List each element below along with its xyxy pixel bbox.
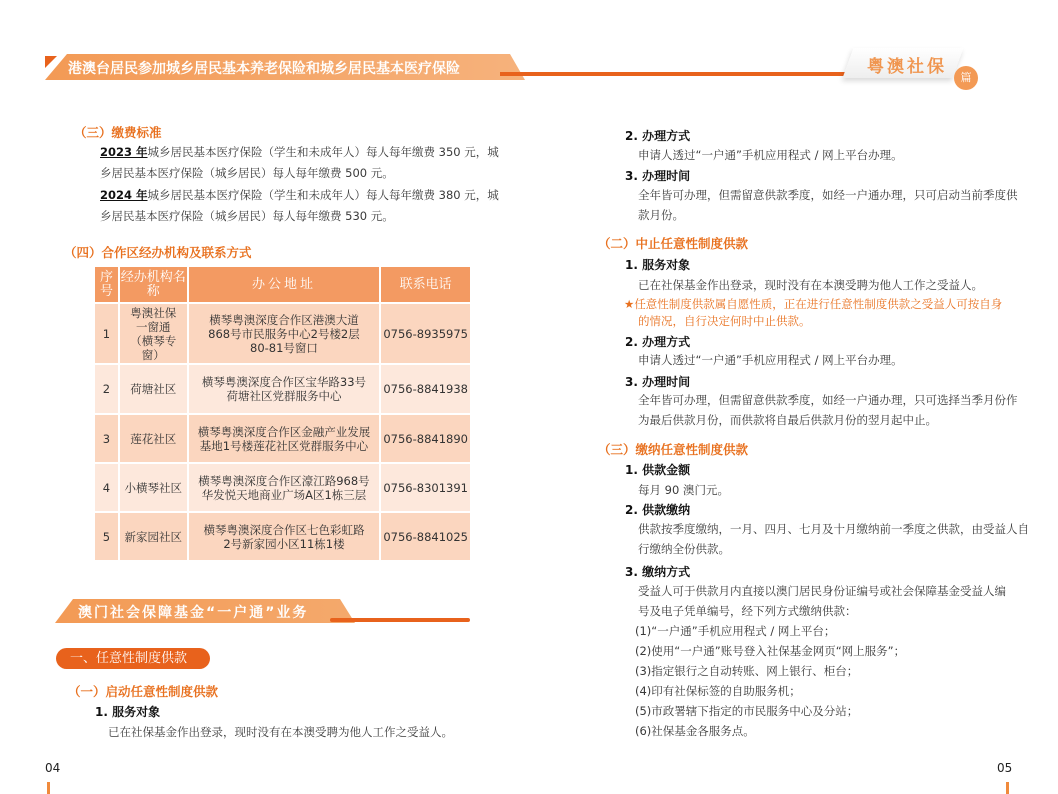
col-header: 经办机构名称: [119, 266, 188, 303]
r-text: 每月 90 澳门元。: [638, 483, 729, 497]
cell-phone: 0756-8935975: [380, 303, 471, 364]
r-item: 3. 办理时间: [625, 375, 691, 389]
cell-no: 1: [94, 303, 119, 364]
r-item: 2. 供款缴纳: [625, 503, 691, 517]
category-pill: 一、任意性制度供款: [56, 648, 210, 669]
method-item: (1)“一户通”手机应用程式 / 网上平台；: [635, 624, 836, 638]
r-text: 申请人透过“一户通”手机应用程式 / 网上平台办理。: [638, 148, 903, 162]
r-item: 2. 办理方式: [625, 129, 691, 143]
heading-fee-standard: （三）缴费标准: [74, 125, 162, 140]
col-header: 办公地址: [188, 266, 381, 303]
fee-2023-line2: 乡居民基本医疗保险（城乡居民）每人每年缴费 500 元。: [100, 166, 394, 180]
item-service-target-text: 已在社保基金作出登录，现时没有在本澳受聘为他人工作之受益人。: [108, 725, 453, 739]
header-title: 港澳台居民参加城乡居民基本养老保险和城乡居民基本医疗保险: [68, 61, 460, 77]
cell-no: 4: [94, 463, 119, 512]
note-line1: [624, 296, 1002, 312]
col-header: 联系电话: [380, 266, 471, 303]
cell-address: 横琴粤澳深度合作区濠江路968号华发悦天地商业广场A区1栋三层: [188, 463, 381, 512]
method-item: (2)使用“一户通”账号登入社保基金网页“网上服务”；: [635, 644, 906, 658]
cell-address: 横琴粤澳深度合作区金融产业发展基地1号楼莲花社区党群服务中心: [188, 414, 381, 463]
cell-name: 粤澳社保一窗通（横琴专窗）: [119, 303, 188, 364]
fee-text: 城乡居民基本医疗保险（学生和未成年人）每人每年缴费 380 元，城: [147, 188, 499, 202]
r-item: 3. 缴纳方式: [625, 565, 691, 579]
cell-no: 5: [94, 512, 119, 561]
table-row: [94, 512, 471, 561]
badge-title: 粤澳社保: [867, 57, 947, 77]
table-row: [94, 463, 471, 512]
cell-no: 3: [94, 414, 119, 463]
cell-phone: 0756-8841025: [380, 512, 471, 561]
method-item: (3)指定银行之自动转账、网上银行、柜台；: [635, 664, 859, 678]
r-text: 已在社保基金作出登录，现时没有在本澳受聘为他人工作之受益人。: [638, 278, 983, 292]
r-text: 全年皆可办理，但需留意供款季度，如经一户通办理，只可选择当季月份作: [638, 393, 1018, 407]
cell-name: 荷塘社区: [119, 364, 188, 414]
fee-2023-line1: [100, 144, 499, 160]
page-marker: [47, 782, 50, 794]
r-text: 受益人可于供款月内直接以澳门居民身份证编号或社会保障基金受益人编: [638, 584, 1006, 598]
method-item: (5)市政署辖下指定的市民服务中心及分站；: [635, 704, 859, 718]
fee-2024-line1: [100, 187, 499, 203]
table-row: [94, 364, 471, 414]
cell-name: 新家园社区: [119, 512, 188, 561]
header-rule: [500, 72, 850, 76]
heading-stop-contribution: （二）中止任意性制度供款: [598, 236, 749, 251]
heading-start-contribution: （一）启动任意性制度供款: [68, 684, 219, 699]
r-item: 1. 服务对象: [625, 258, 691, 272]
note-line2: 的情况，自行决定何时中止供款。: [638, 314, 811, 328]
star-icon: ★: [624, 297, 635, 311]
r-text: 行缴纳全份供款。: [638, 542, 730, 556]
method-item: (4)印有社保标签的自助服务机；: [635, 684, 801, 698]
cell-phone: 0756-8301391: [380, 463, 471, 512]
page-marker: [1006, 782, 1009, 794]
note-text: 任意性制度供款属自愿性质，正在进行任意性制度供款之受益人可按自身: [634, 297, 1003, 311]
cell-address: 横琴粤澳深度合作区七色彩虹路2号新家园小区11栋1楼: [188, 512, 381, 561]
r-item: 2. 办理方式: [625, 335, 691, 349]
r-item: 1. 供款金额: [625, 463, 691, 477]
fee-2024-line2: 乡居民基本医疗保险（城乡居民）每人每年缴费 530 元。: [100, 209, 394, 223]
col-header: 序号: [94, 266, 119, 303]
r-text: 供款按季度缴纳，一月、四月、七月及十月缴纳前一季度之供款，由受益人自: [638, 522, 1029, 536]
cell-name: 小横琴社区: [119, 463, 188, 512]
cell-phone: 0756-8841938: [380, 364, 471, 414]
r-text: 号及电子凭单编号，经下列方式缴纳供款：: [638, 604, 857, 618]
heading-pay-contribution: （三）缴纳任意性制度供款: [598, 442, 749, 457]
page-number-left: 04: [45, 761, 61, 775]
year-2024: 2024 年: [100, 188, 148, 202]
item-service-target: 1. 服务对象: [95, 705, 161, 719]
cell-name: 莲花社区: [119, 414, 188, 463]
table-row: [94, 303, 471, 364]
section-rule: [330, 618, 470, 622]
cell-address: 横琴粤澳深度合作区宝华路33号荷塘社区党群服务中心: [188, 364, 381, 414]
fee-text: 城乡居民基本医疗保险（学生和未成年人）每人每年缴费 350 元，城: [147, 145, 499, 159]
cell-phone: 0756-8841890: [380, 414, 471, 463]
offices-table: [93, 265, 472, 562]
year-2023: 2023 年: [100, 145, 148, 159]
page-number-right: 05: [997, 761, 1013, 775]
cell-address: 横琴粤澳深度合作区港澳大道868号市民服务中心2号楼2层80-81号窗口: [188, 303, 381, 364]
r-text: 款月份。: [638, 208, 684, 222]
r-text: 全年皆可办理，但需留意供款季度，如经一户通办理，只可启动当前季度供: [638, 188, 1018, 202]
heading-offices: （四）合作区经办机构及联系方式: [64, 245, 252, 260]
r-item: 3. 办理时间: [625, 169, 691, 183]
section-title: 澳门社会保障基金“一户通”业务: [78, 605, 309, 621]
r-text: 为最后供款月份，而供款将自最后供款月份的翌月起中止。: [638, 413, 937, 427]
cell-no: 2: [94, 364, 119, 414]
r-text: 申请人透过“一户通”手机应用程式 / 网上平台办理。: [638, 353, 903, 367]
table-row: [94, 414, 471, 463]
method-item: (6)社保基金各服务点。: [635, 724, 755, 738]
badge-suffix: 篇: [954, 66, 978, 90]
header-corner-mark: [45, 56, 57, 68]
